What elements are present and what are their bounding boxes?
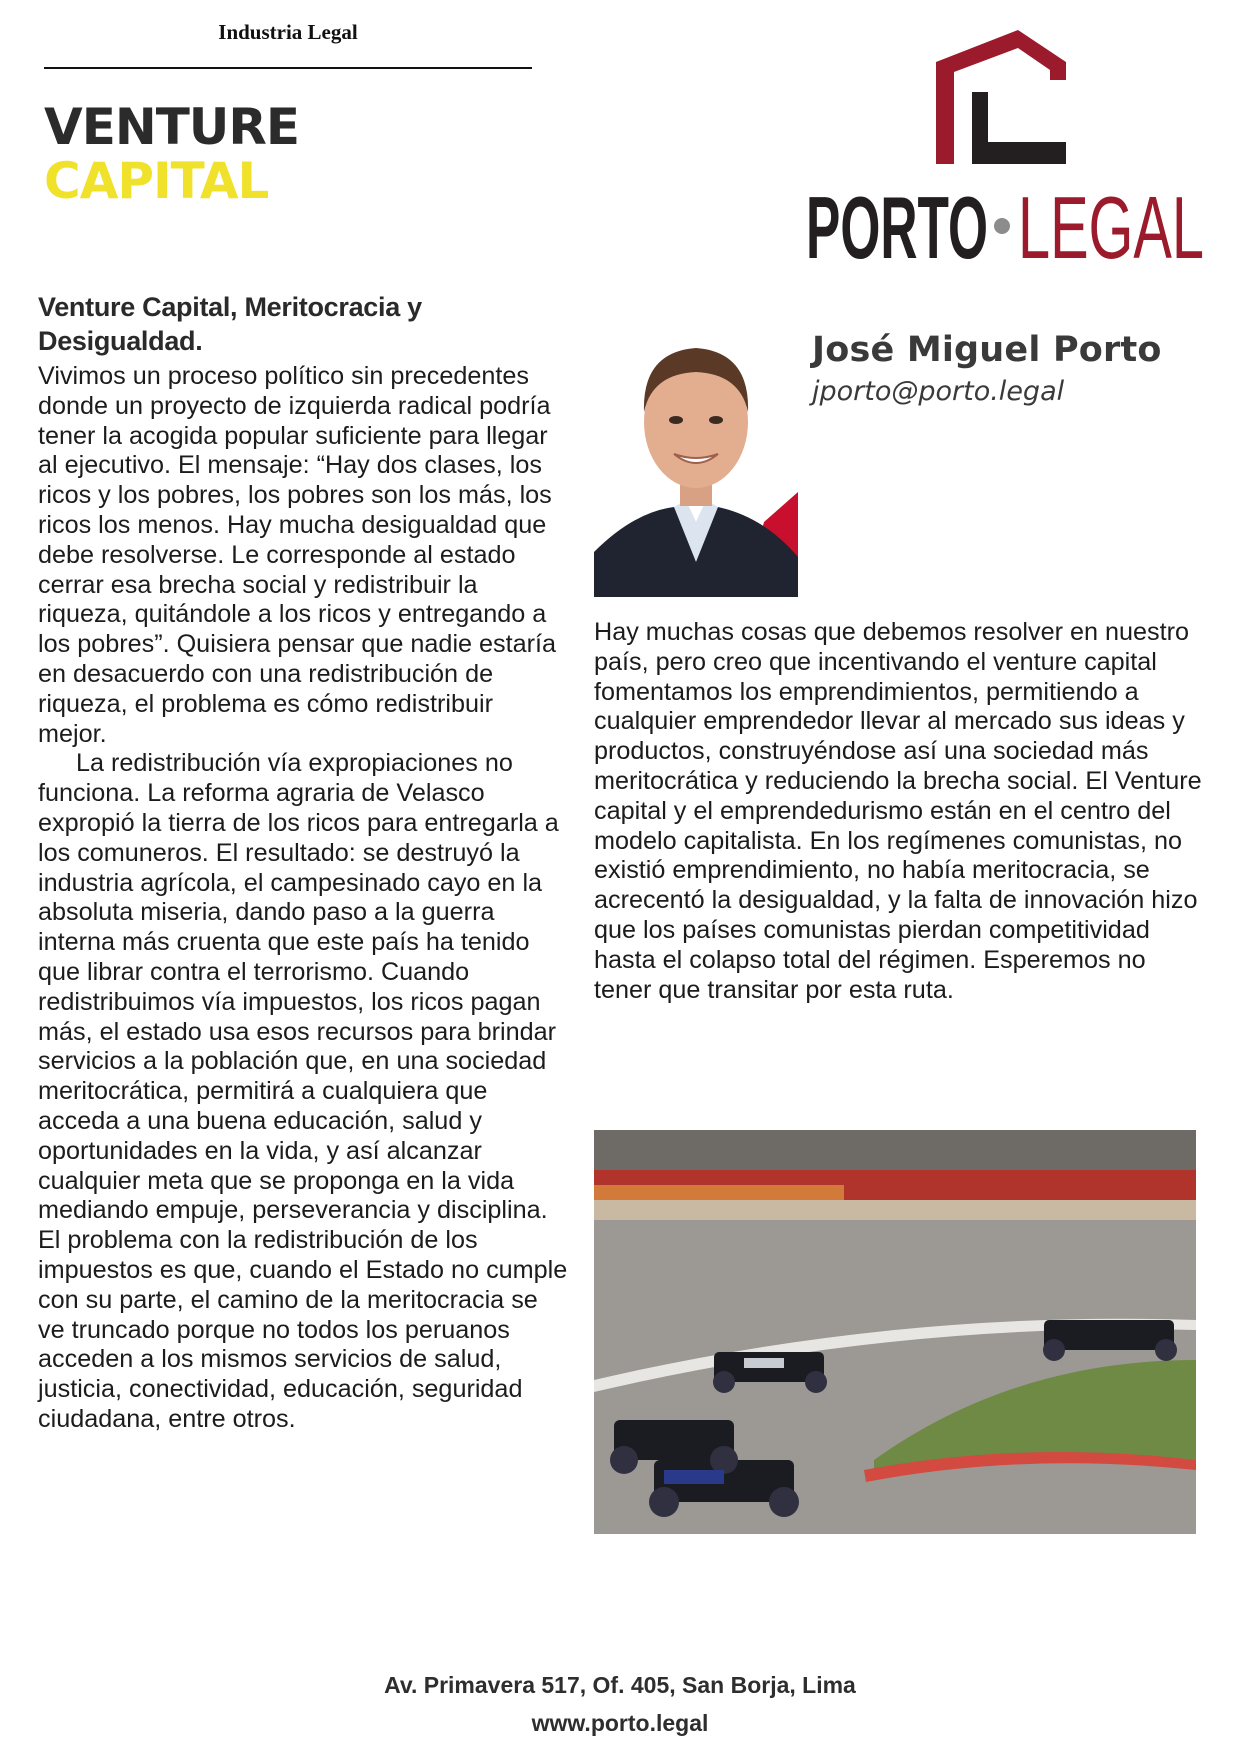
author-photo [594, 322, 798, 597]
logo-word-porto: PORTO [806, 180, 988, 270]
porto-legal-wordmark [806, 180, 1206, 270]
author-email-link[interactable]: jporto@porto.legal [812, 376, 1065, 407]
logo-dot-icon [994, 218, 1010, 234]
footer-website-link[interactable]: www.porto.legal [531, 1710, 709, 1736]
article-title: Venture Capital, Meritocracia y Desigualdad. [38, 292, 422, 356]
porto-legal-logo-icon [936, 30, 1066, 164]
article-right-column [594, 618, 1206, 1005]
article-paragraph: La redistribución vía expropiaciones no funciona. La reforma agraria de Velasco expropió la tierra de los ricos para entregarla a los comuneros. El resultado: se destruyó la industria agrícola, el campesinado cayo en la absoluta miseria, dando paso a la guerra interna más cruenta que este país ha tenido que librar contra el terrorismo. Cuando redistribuimos vía impuestos, los ricos pagan más, el estado usa esos recursos para brindar servicios a la población que, en una sociedad meritocrática, permitirá a cualquiera que acceda a una buena educación, salud y oportunidades en la vida, y así alcanzar cualquier meta que se proponga en la vida mediando empuje, perseverancia y disciplina. El problema con la redistribución de los impuestos es que, cuando el Estado no cumple con su parte, el camino de la meritocracia se ve truncado porque no todos los peruanos acceden a los mismos servicios de salud, justicia, conectividad, educación, seguridad ciudadana, entre otros. [38, 749, 568, 1433]
formula-one-race-photo [594, 1130, 1196, 1534]
author-name: José Miguel Porto [812, 330, 1162, 370]
article-left-column [38, 362, 568, 1435]
publication-name: Industria Legal [218, 20, 358, 44]
logo-dark-shape [972, 92, 1066, 164]
logo-word-legal: LEGAL [1018, 180, 1204, 270]
footer-address: Av. Primavera 517, Of. 405, San Borja, Lima [384, 1672, 856, 1698]
article-paragraph: Vivimos un proceso político sin precedentes donde un proyecto de izquierda radical podría tener la acogida popular suficiente para llegar al ejecutivo. El mensaje: “Hay dos clases, los ricos y los pobres, los pobres son los más, los ricos los menos. Hay mucha desigualdad que debe resolverse. Le corresponde al estado cerrar esa brecha social y redistribuir la riqueza, quitándole a los ricos y entregando a los pobres”. Quisiera pensar que nadie estaría en desacuerdo con una redistribución de riqueza, el problema es cómo redistribuir mejor. [38, 362, 557, 748]
article-paragraph: Hay muchas cosas que debemos resolver en nuestro país, pero creo que incentivando el venture capital fomentamos los emprendimientos, permitiendo a cualquier emprendedor llevar al mercado sus ideas y productos, construyéndose así una sociedad más meritocrática y reduciendo la brecha social. El Venture capital y el emprendedurismo están en el centro del modelo capitalista. En los regímenes comunistas, no existió emprendimiento, no había meritocracia, se acrecentó la desigualdad, y la falta de innovación hizo que los países comunistas pierdan competitividad hasta el colapso total del régimen. Esperemos no tener que transitar por esta ruta. [594, 618, 1202, 1004]
section-title-line1: VENTURE [44, 98, 300, 156]
header-divider [44, 67, 532, 69]
section-title-line2: CAPITAL [44, 152, 269, 210]
